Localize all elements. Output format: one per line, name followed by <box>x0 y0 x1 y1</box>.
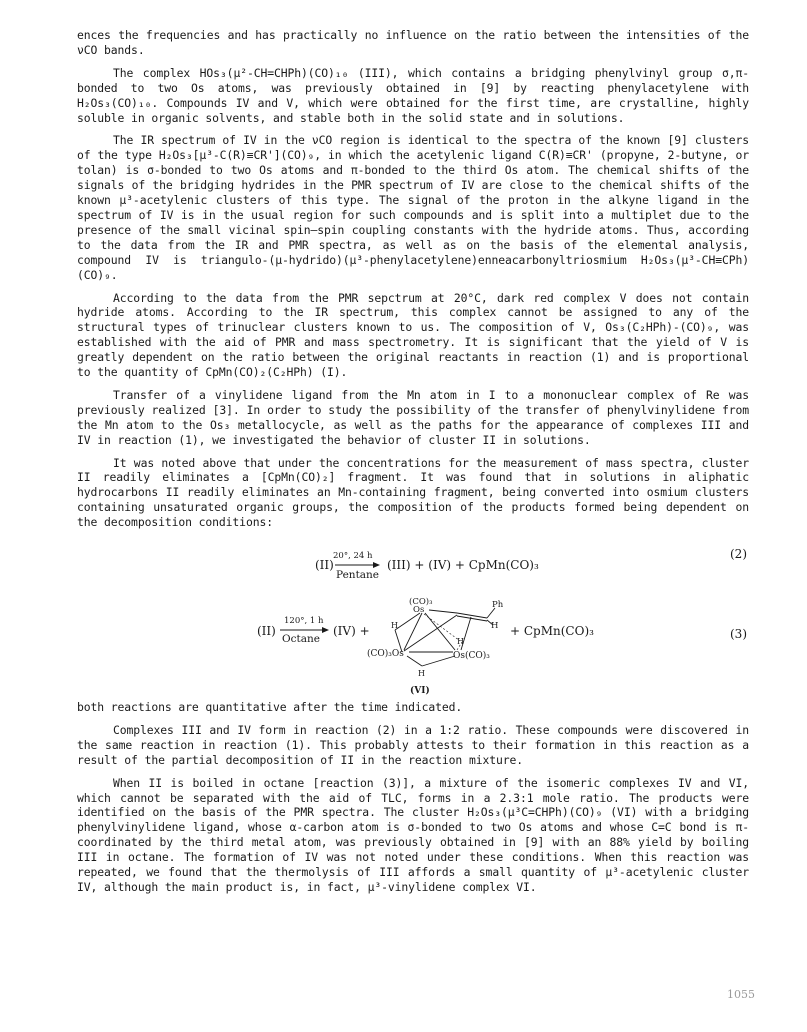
eq2-products: (III) + (IV) + CpMn(CO)₃ <box>387 558 539 572</box>
eq3-arrowhead <box>322 627 329 633</box>
eq3-coproduct: + CpMn(CO)₃ <box>510 624 594 638</box>
eq3-product-iv: (IV) + <box>333 624 370 638</box>
body-text-bottom <box>77 700 749 903</box>
paragraph: It was noted above that under the concentrations for the measurement of mass spectra, cluster II readily eliminates a [CpMn(CO)₂] fragment. It was found that in solutions in aliphatic hydrocarbons II readily eliminates an Mn-containing fragment, being converted into osmium clusters containing unsaturated organic groups, the composition of the products formed being dependent on the decomposition conditions: <box>77 455 749 530</box>
hydride-left: H <box>391 621 398 630</box>
eq2-reactant: (II) <box>315 558 334 572</box>
paragraph: When II is boiled in octane [reaction (3)], a mixture of the isomeric complexes IV and VI, which cannot be separated with the aid of TLC, forms in a 2.3:1 mole ratio. The products were identified on the basis of the PMR spectra. The cluster H₂Os₃(μ³C=CHPh)(CO)₉ (VI) with a bridging phenylvinylidene ligand, whose α-carbon atom is σ-bonded to two Os atoms and whose C=C bond is π-coordinated by the third metal atom, was previously obtained in [9] with an 88% yield by boiling III in octane. The formation of IV was not noted under these conditions. When this reaction was repeated, we found that the thermolysis of III affords a small quantity of μ³-acetylenic cluster IV, although the main product is, in fact, μ³-vinylidene complex VI. <box>77 775 749 894</box>
eq3-reactant: (II) <box>257 624 276 638</box>
paragraph: The IR spectrum of IV in the νCO region is identical to the spectra of the known [9] clusters of the type H₂Os₃[μ³-C(R)≡CR'](CO)₉, in which the acetylenic ligand C(R)≡CR' (propyne, 2-butyne, or tolan) is σ-bonded to two Os atoms and π-bonded to the third Os atom. The chemical shifts of the signals of the bridging hydrides in the PMR spectrum of IV are close to the chemical shifts of the known μ³-acetylenic clusters of this type. The signal of the proton in the alkyne ligand in the spectrum of IV is in the usual region for such compounds and is split into a multiplet due to the presence of the small vicinal spin–spin coupling constants with the hydride atoms. Thus, according to the data from the IR and PMR spectra, as well as on the basis of the elemental analysis, compound IV is triangulo-(μ-hydrido)(μ³-phenylacetylene)enneacarbonyltriosmium H₂Os₃(μ³-CH≡CPh)(CO)₉. <box>77 133 749 282</box>
compound-label-vi: (VI) <box>410 686 430 696</box>
paragraph: Transfer of a vinylidene ligand from the Mn atom in I to a mononuclear complex of Re was previously realized [3]. In order to study the possibility of the transfer of phenylvinylidene from the Mn atom to the Os₃ metallocycle, as well as the paths for the appearance of complexes III and IV in reaction (1), we investigated the behavior of cluster II in solutions. <box>77 387 749 447</box>
eq3-number: (3) <box>730 627 747 641</box>
reaction-scheme <box>77 540 757 698</box>
left-os-atom: (CO)₃Os <box>367 649 404 659</box>
eq3-conditions-top: 120°, 1 h <box>284 616 324 626</box>
structure-vi <box>367 596 504 696</box>
vinyl-hydrogen: H <box>491 621 499 631</box>
right-os-atom: Os(CO)₃ <box>453 651 490 661</box>
top-os-atom: Os <box>413 605 425 615</box>
paragraph: According to the data from the PMR sepctrum at 20°C, dark red complex V does not contain hydride atoms. According to the IR spectrum, this complex cannot be assigned to any of the structural types of trinuclear clusters known to us. The composition of V, Os₃(C₂HPh)-(CO)₉, was established with the aid of PMR and mass spectrometry. It is significant that the yield of V is greatly dependent on the ratio between the original reactants in reaction (1) and is proportional to the quantity of CpMn(CO)₂(C₂HPh) (I). <box>77 290 749 380</box>
eq2-conditions-top: 20°, 24 h <box>333 551 373 561</box>
paragraph: Complexes III and IV form in reaction (2) in a 1:2 ratio. These compounds were discovered in the same reaction in reaction (1). This probably attests to their formation in this reaction as a result of the partial decomposition of II in the reaction mixture. <box>77 722 749 767</box>
paragraph: both reactions are quantitative after the time indicated. <box>77 700 463 714</box>
page-number: 1055 <box>727 988 755 1001</box>
body-text-top <box>77 28 749 538</box>
paragraph: ences the frequencies and has practically no influence on the ratio between the intensities of the νCO bands. <box>77 28 749 57</box>
reaction-equation-2 <box>315 547 747 581</box>
reaction-equation-3 <box>257 596 747 696</box>
hydride-bottom: H <box>418 669 425 678</box>
phenyl-label: Ph <box>492 600 504 610</box>
eq2-arrowhead <box>373 562 380 568</box>
paragraph: The complex HOs₃(μ²-CH=CHPh)(CO)₁₀ (III), which contains a bridging phenylvinyl group σ,π-bonded to two Os atoms, was previously obtained in [9] by reacting phenylacetylene with H₂Os₃(CO)₁₀. Compounds IV and V, which were obtained for the first time, are crystalline, highly soluble in organic solvents, and stable both in the solid state and in solutions. <box>77 65 749 125</box>
eq2-conditions-bottom: Pentane <box>336 569 380 581</box>
eq3-conditions-bottom: Octane <box>282 633 320 645</box>
eq2-number: (2) <box>730 547 747 561</box>
top-carbonyl-group: (CO)₃ <box>409 597 433 607</box>
hydride-right: H <box>457 637 464 646</box>
